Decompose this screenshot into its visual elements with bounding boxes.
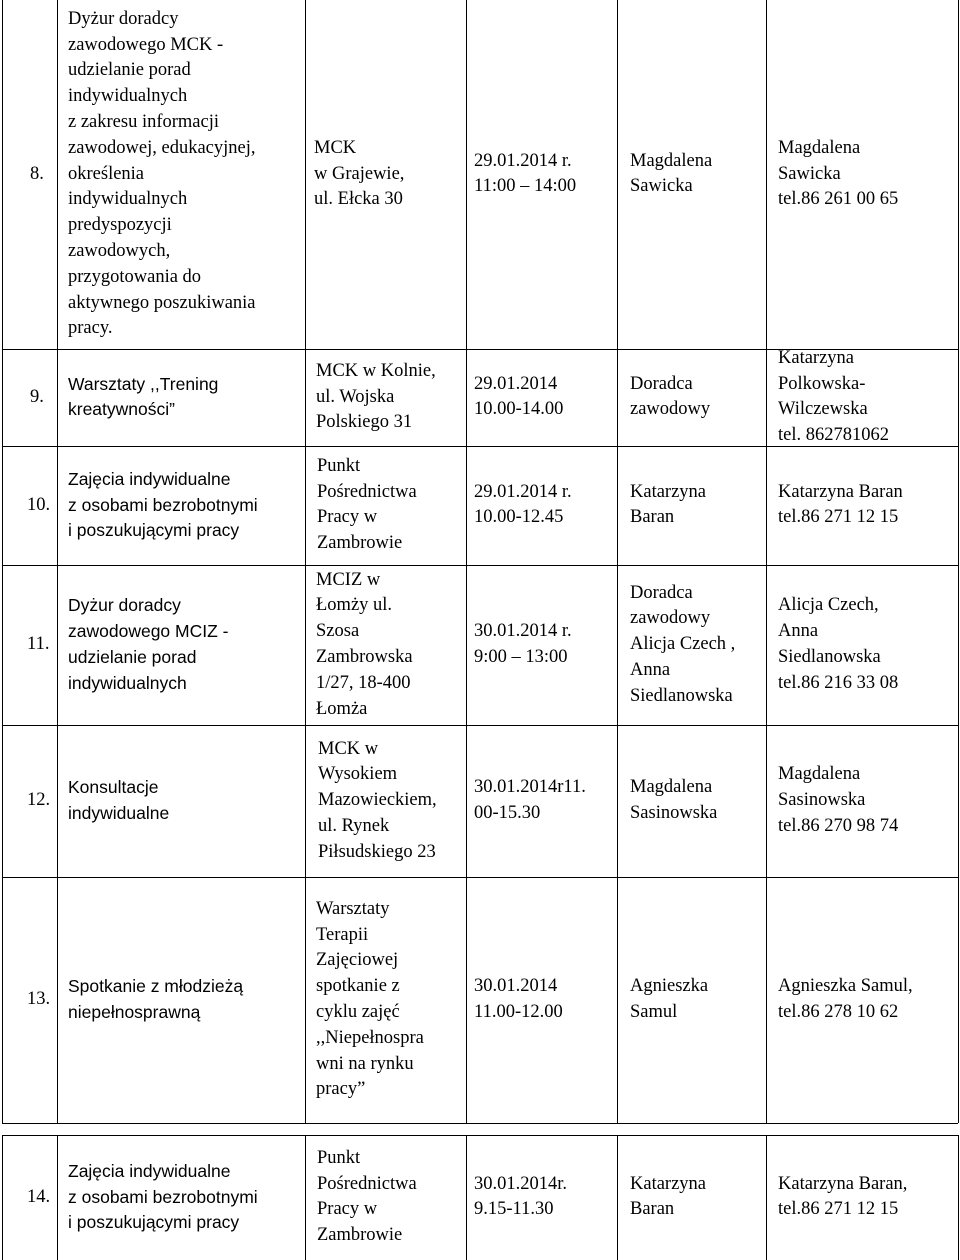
date-time-line: 29.01.2014 r. xyxy=(474,150,572,171)
contact-line: tel.86 261 00 65 xyxy=(778,189,899,210)
table-vertical-rule xyxy=(766,0,767,1123)
table-vertical-rule xyxy=(958,1135,959,1260)
date-time-line: 29.01.2014 xyxy=(474,373,558,394)
row-11-date-time xyxy=(474,619,572,671)
contact-line: Katarzyna Baran, xyxy=(778,1173,908,1194)
advisor-line: zawodowy xyxy=(630,399,711,420)
contact-line: Polkowska- xyxy=(778,373,866,394)
location-line: ,,Niepełnospra xyxy=(316,1027,424,1048)
row-13-date-time xyxy=(474,974,563,1026)
contact-line: Magdalena xyxy=(778,137,861,158)
date-time-line: 29.01.2014 r. xyxy=(474,481,572,502)
location-line: ul. Wojska xyxy=(316,386,395,407)
row-13-contact xyxy=(778,974,913,1026)
date-time-line: 30.01.2014r. xyxy=(474,1173,568,1194)
activity-line: indywidualnych xyxy=(68,86,188,107)
activity-line: Zajęcia indywidualne xyxy=(68,1160,231,1181)
contact-line: Anna xyxy=(778,621,819,642)
location-line: Pośrednictwa xyxy=(317,1173,417,1194)
table-horizontal-rule xyxy=(2,725,958,726)
advisor-line: zawodowy xyxy=(630,608,711,629)
row-14-activity xyxy=(68,1159,258,1236)
row-13-location xyxy=(316,897,424,1103)
activity-line: zawodowego MCIZ - xyxy=(68,621,229,642)
table-vertical-rule xyxy=(2,1135,3,1260)
activity-line: zawodowych, xyxy=(68,240,171,261)
activity-line: i poszukującymi pracy xyxy=(68,520,240,541)
row-12-activity xyxy=(68,775,169,827)
location-line: Zambrowie xyxy=(317,533,403,554)
activity-line: z osobami bezrobotnymi xyxy=(68,1186,258,1207)
activity-line: niepełnosprawną xyxy=(68,1001,201,1022)
table-vertical-rule xyxy=(57,1135,58,1260)
date-time-line: 10.00-14.00 xyxy=(474,399,564,420)
advisor-line: Agnieszka xyxy=(630,976,709,997)
row-number: 11. xyxy=(27,634,50,655)
advisor-line: Doradca xyxy=(630,373,693,394)
row-13-activity xyxy=(68,974,243,1026)
table-vertical-rule xyxy=(766,1135,767,1260)
row-12-contact xyxy=(778,762,898,839)
row-number: 9. xyxy=(30,386,44,407)
row-11-advisor xyxy=(630,581,735,710)
table-vertical-rule xyxy=(466,1135,467,1260)
table-horizontal-rule xyxy=(2,1135,958,1136)
contact-line: Wilczewska xyxy=(778,399,868,420)
contact-line: tel.86 270 98 74 xyxy=(778,815,899,836)
location-line: Mazowieckiem, xyxy=(318,790,437,811)
table-vertical-rule xyxy=(57,0,58,1123)
row-13-advisor xyxy=(630,974,708,1026)
advisor-line: Katarzyna xyxy=(630,481,707,502)
table-vertical-rule xyxy=(305,0,306,1123)
activity-line: Konsultacje xyxy=(68,777,159,798)
activity-line: z osobami bezrobotnymi xyxy=(68,494,258,515)
activity-line: Dyżur doradcy xyxy=(68,8,179,29)
table-horizontal-rule xyxy=(2,877,958,878)
row-14-advisor xyxy=(630,1172,706,1224)
location-line: cyklu zajęć xyxy=(316,1001,400,1022)
activity-line: indywidualnych xyxy=(68,672,187,693)
date-time-line: 30.01.2014 xyxy=(474,976,558,997)
table-vertical-rule xyxy=(305,1135,306,1260)
location-line: Zambrowie xyxy=(317,1225,403,1246)
activity-line: Spotkanie z młodzieżą xyxy=(68,976,244,997)
location-line: Pracy w xyxy=(317,1199,378,1220)
advisor-line: Sasinowska xyxy=(630,802,718,823)
activity-line: udzielanie porad xyxy=(68,646,197,667)
advisor-line: Baran xyxy=(630,507,675,528)
contact-line: Katarzyna Baran xyxy=(778,481,903,502)
advisor-line: Sawicka xyxy=(630,176,693,197)
table-vertical-rule xyxy=(466,0,467,1123)
activity-line: z zakresu informacji xyxy=(68,111,220,132)
row-14-location xyxy=(317,1146,417,1249)
location-line: Łomży ul. xyxy=(316,595,393,616)
advisor-line: Siedlanowska xyxy=(630,685,733,706)
row-8-activity xyxy=(68,7,256,342)
activity-line: pracy. xyxy=(68,318,113,339)
row-11-location xyxy=(316,568,413,723)
location-line: Punkt xyxy=(317,455,361,476)
location-line: Pracy w xyxy=(317,507,378,528)
contact-line: Magdalena xyxy=(778,764,861,785)
table-vertical-rule xyxy=(958,0,959,1123)
contact-line: Agnieszka Samul, xyxy=(778,976,913,997)
date-time-line: 30.01.2014 r. xyxy=(474,621,572,642)
row-12-location xyxy=(318,737,437,866)
row-10-date-time xyxy=(474,480,572,532)
location-line: Szosa xyxy=(316,621,360,642)
location-line: Warsztaty xyxy=(316,898,390,919)
contact-line: tel.86 271 12 15 xyxy=(778,507,899,528)
date-time-line: 9:00 – 13:00 xyxy=(474,646,568,667)
row-number: 14. xyxy=(27,1186,51,1207)
activity-line: udzielanie porad xyxy=(68,60,191,81)
contact-line: Sasinowska xyxy=(778,790,866,811)
contact-line: tel.86 271 12 15 xyxy=(778,1199,899,1220)
row-10-contact xyxy=(778,480,903,532)
row-number: 8. xyxy=(30,163,44,184)
advisor-line: Magdalena xyxy=(630,150,713,171)
row-10-location xyxy=(317,454,417,557)
date-time-line: 11:00 – 14:00 xyxy=(474,176,577,197)
row-8-advisor xyxy=(630,149,712,201)
advisor-line: Katarzyna xyxy=(630,1173,707,1194)
row-12-advisor xyxy=(630,775,717,827)
location-line: Zajęciowej xyxy=(316,950,399,971)
location-line: Piłsudskiego 23 xyxy=(318,841,436,862)
row-number: 12. xyxy=(27,790,51,811)
row-9-date-time xyxy=(474,372,563,424)
activity-line: indywidualne xyxy=(68,802,170,823)
contact-line: tel. 862781062 xyxy=(778,425,889,446)
advisor-line: Anna xyxy=(630,659,671,680)
row-8-date-time xyxy=(474,149,576,201)
row-number: 13. xyxy=(27,989,51,1010)
contact-line: Alicja Czech, xyxy=(778,595,879,616)
row-11-contact xyxy=(778,593,898,696)
activity-line: predyspozycji xyxy=(68,215,172,236)
activity-line: kreatywności” xyxy=(68,399,175,420)
contact-line: Katarzyna xyxy=(778,347,855,368)
location-line: Polskiego 31 xyxy=(316,412,413,433)
table-horizontal-rule xyxy=(2,1123,958,1124)
location-line: MCK w xyxy=(318,738,379,759)
contact-line: tel.86 278 10 62 xyxy=(778,1001,899,1022)
advisor-line: Magdalena xyxy=(630,777,713,798)
row-14-contact xyxy=(778,1172,907,1224)
location-line: w Grajewie, xyxy=(314,163,405,184)
activity-line: zawodowego MCK - xyxy=(68,34,224,55)
row-11-activity xyxy=(68,593,228,696)
date-time-line: 11.00-12.00 xyxy=(474,1001,563,1022)
location-line: Punkt xyxy=(317,1147,361,1168)
location-line: Pośrednictwa xyxy=(317,481,417,502)
row-9-contact xyxy=(778,346,889,449)
location-line: MCK w Kolnie, xyxy=(316,360,436,381)
location-line: Zambrowska xyxy=(316,646,413,667)
location-line: Wysokiem xyxy=(318,764,398,785)
location-line: wni na rynku xyxy=(316,1053,414,1074)
contact-line: Sawicka xyxy=(778,163,841,184)
activity-line: i poszukującymi pracy xyxy=(68,1212,240,1233)
activity-line: Zajęcia indywidualne xyxy=(68,468,231,489)
location-line: MCK xyxy=(314,137,357,158)
advisor-line: Alicja Czech , xyxy=(630,634,736,655)
row-10-advisor xyxy=(630,480,706,532)
date-time-line: 10.00-12.45 xyxy=(474,507,564,528)
location-line: Łomża xyxy=(316,698,368,719)
activity-line: określenia xyxy=(68,163,145,184)
advisor-line: Samul xyxy=(630,1001,678,1022)
location-line: spotkanie z xyxy=(316,976,400,997)
advisor-line: Baran xyxy=(630,1199,675,1220)
row-9-advisor xyxy=(630,372,710,424)
date-time-line: 00-15.30 xyxy=(474,802,541,823)
row-8-location xyxy=(314,136,404,213)
location-line: Terapii xyxy=(316,924,369,945)
activity-line: indywidualnych xyxy=(68,189,188,210)
table-vertical-rule xyxy=(617,0,618,1123)
row-14-date-time xyxy=(474,1172,567,1224)
row-12-date-time xyxy=(474,775,586,827)
row-10-activity xyxy=(68,467,258,544)
row-number: 10. xyxy=(27,494,51,515)
row-9-location xyxy=(316,359,436,436)
location-line: 1/27, 18-400 xyxy=(316,672,411,693)
activity-line: zawodowej, edukacyjnej, xyxy=(68,137,256,158)
location-line: ul. Ełcka 30 xyxy=(314,189,403,210)
activity-line: Dyżur doradcy xyxy=(68,595,181,616)
location-line: ul. Rynek xyxy=(318,815,390,836)
location-line: pracy” xyxy=(316,1079,366,1100)
location-line: MCIZ w xyxy=(316,569,381,590)
contact-line: tel.86 216 33 08 xyxy=(778,672,899,693)
table-vertical-rule xyxy=(617,1135,618,1260)
table-horizontal-rule xyxy=(2,565,958,566)
contact-line: Siedlanowska xyxy=(778,646,881,667)
date-time-line: 30.01.2014r11. xyxy=(474,777,586,798)
table-vertical-rule xyxy=(2,0,3,1123)
activity-line: przygotowania do xyxy=(68,266,202,287)
advisor-line: Doradca xyxy=(630,582,693,603)
activity-line: aktywnego poszukiwania xyxy=(68,292,256,313)
row-8-contact xyxy=(778,136,898,213)
activity-line: Warsztaty ,,Trening xyxy=(68,373,219,394)
row-9-activity xyxy=(68,372,218,424)
date-time-line: 9.15-11.30 xyxy=(474,1199,554,1220)
